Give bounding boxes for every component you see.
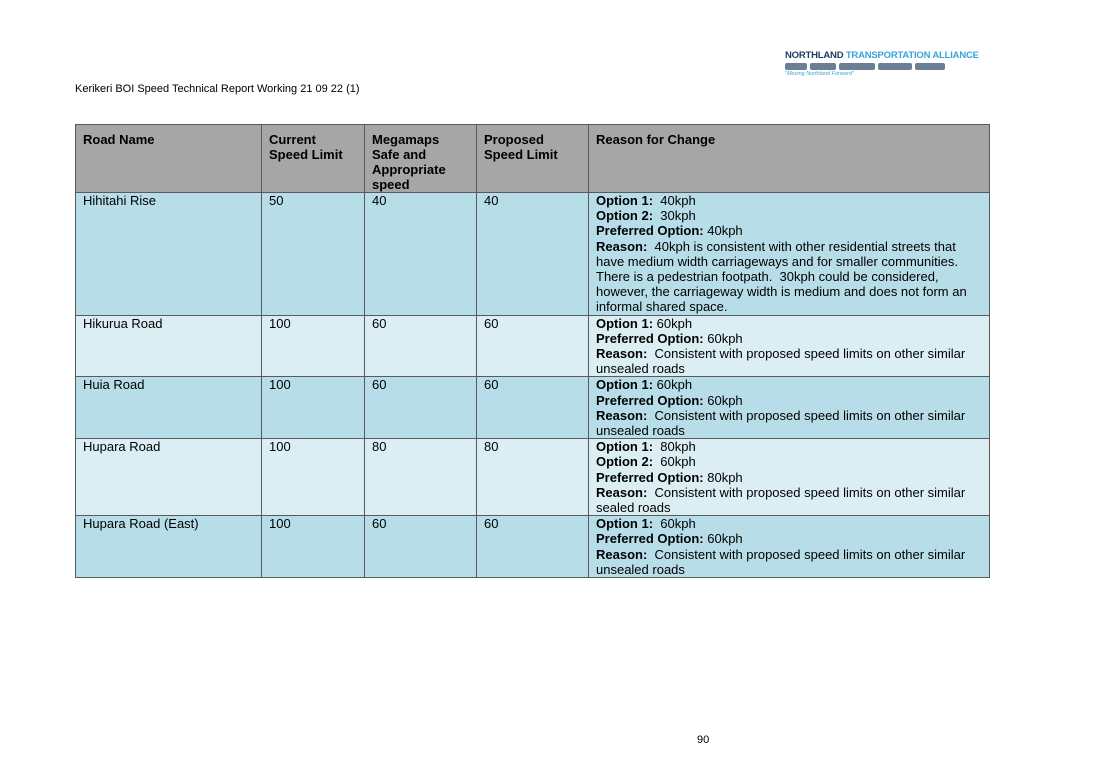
proposed-speed-cell: 80: [477, 439, 589, 516]
partner-logo-icon: [810, 63, 836, 70]
proposed-speed-cell: 60: [477, 516, 589, 578]
reason-label: Preferred Option:: [596, 469, 704, 485]
reason-label: Reason:: [596, 546, 648, 562]
logo-title-part1: NORTHLAND: [785, 50, 844, 61]
road-name-cell: Hupara Road: [76, 439, 262, 516]
document-header-title: Kerikeri BOI Speed Technical Report Working 21 09 22 (1): [75, 83, 360, 95]
reason-text: 40kph: [653, 193, 696, 208]
reason-text: 60kph: [653, 516, 696, 532]
speed-limit-table: [75, 124, 990, 578]
reason-text: 80kph: [703, 469, 743, 485]
reason-line: [596, 516, 982, 531]
reason-text: 60kph: [653, 315, 693, 331]
header-road-name: Road Name: [76, 125, 262, 193]
partner-logos: [785, 63, 950, 70]
megamaps-speed-cell: 40: [365, 193, 477, 316]
reason-line: [596, 547, 982, 577]
logo-tagline: "Moving Northland Forward": [785, 71, 854, 77]
reason-text: 60kph: [703, 392, 743, 408]
table-header-row: [76, 125, 990, 193]
proposed-speed-cell: 60: [477, 377, 589, 439]
current-speed-cell: 100: [262, 377, 365, 439]
partner-logo-icon: [878, 63, 912, 70]
reason-cell: [589, 315, 990, 377]
reason-text: 60kph: [703, 531, 743, 547]
current-speed-cell: 50: [262, 193, 365, 316]
megamaps-speed-cell: 60: [365, 377, 477, 439]
reason-label: Option 1:: [596, 377, 654, 393]
table-row: [76, 315, 990, 377]
partner-logo-icon: [915, 63, 945, 70]
reason-text: 60kph: [703, 330, 743, 346]
reason-line: [596, 316, 982, 331]
proposed-speed-cell: 40: [477, 193, 589, 316]
reason-line: [596, 331, 982, 346]
reason-text: 30kph: [653, 208, 696, 224]
megamaps-speed-cell: 60: [365, 516, 477, 578]
reason-text: Consistent with proposed speed limits on other similar unsealed roads: [596, 407, 969, 439]
reason-label: Reason:: [596, 238, 648, 254]
reason-line: [596, 223, 982, 238]
header-proposed-speed: Proposed Speed Limit: [477, 125, 589, 193]
reason-label: Option 1:: [596, 439, 654, 455]
proposed-speed-cell: 60: [477, 315, 589, 377]
current-speed-cell: 100: [262, 315, 365, 377]
reason-label: Preferred Option:: [596, 531, 704, 547]
road-name-cell: Huia Road: [76, 377, 262, 439]
reason-line: [596, 239, 982, 315]
reason-text: Consistent with proposed speed limits on other similar unsealed roads: [596, 546, 969, 577]
reason-cell: [589, 439, 990, 516]
reason-cell: [589, 516, 990, 578]
megamaps-speed-cell: 60: [365, 315, 477, 377]
reason-line: [596, 470, 982, 485]
reason-label: Option 1:: [596, 315, 654, 331]
reason-cell: [589, 193, 990, 316]
road-name-cell: Hikurua Road: [76, 315, 262, 377]
table-row: [76, 377, 990, 439]
reason-label: Preferred Option:: [596, 223, 704, 239]
reason-line: [596, 485, 982, 515]
logo-title-part2: TRANSPORTATION ALLIANCE: [845, 50, 979, 61]
reason-text: 60kph: [653, 377, 693, 393]
reason-line: [596, 346, 982, 376]
table-row: [76, 516, 990, 578]
reason-line: [596, 377, 982, 392]
header-current-speed: Current Speed Limit: [262, 125, 365, 193]
partner-logo-icon: [785, 63, 807, 70]
logo-title: [785, 50, 979, 61]
reason-label: Option 1:: [596, 516, 654, 532]
reason-line: [596, 208, 982, 223]
reason-label: Preferred Option:: [596, 392, 704, 408]
reason-text: 40kph: [703, 223, 743, 239]
reason-cell: [589, 377, 990, 439]
page-number: 90: [697, 734, 710, 746]
reason-text: Consistent with proposed speed limits on other similar unsealed roads: [596, 346, 969, 377]
reason-label: Preferred Option:: [596, 330, 704, 346]
reason-label: Option 2:: [596, 454, 654, 470]
current-speed-cell: 100: [262, 516, 365, 578]
reason-text: 60kph: [653, 454, 696, 470]
reason-line: [596, 393, 982, 408]
reason-line: [596, 454, 982, 469]
reason-label: Reason:: [596, 484, 648, 500]
reason-line: [596, 408, 982, 438]
reason-label: Reason:: [596, 407, 648, 423]
reason-text: Consistent with proposed speed limits on other similar sealed roads: [596, 484, 969, 516]
reason-label: Option 1:: [596, 193, 654, 208]
megamaps-speed-cell: 80: [365, 439, 477, 516]
road-name-cell: Hihitahi Rise: [76, 193, 262, 316]
table-row: [76, 439, 990, 516]
header-megamaps-speed: Megamaps Safe and Appropriate speed: [365, 125, 477, 193]
current-speed-cell: 100: [262, 439, 365, 516]
partner-logo-icon: [839, 63, 875, 70]
table-row: [76, 193, 990, 316]
reason-line: [596, 531, 982, 546]
reason-text: 40kph is consistent with other residential streets that have medium width carriageways and for smaller communities. There is a pedestrian footpath. 30kph could be considered, however, the carriageway width is medium and does not form an informal shared space.: [596, 238, 971, 315]
reason-line: [596, 439, 982, 454]
reason-label: Option 2:: [596, 208, 654, 224]
reason-line: [596, 193, 982, 208]
road-name-cell: Hupara Road (East): [76, 516, 262, 578]
northland-transportation-alliance-logo: [785, 50, 979, 82]
header-reason: Reason for Change: [589, 125, 990, 193]
reason-text: 80kph: [653, 439, 696, 455]
reason-label: Reason:: [596, 346, 648, 362]
